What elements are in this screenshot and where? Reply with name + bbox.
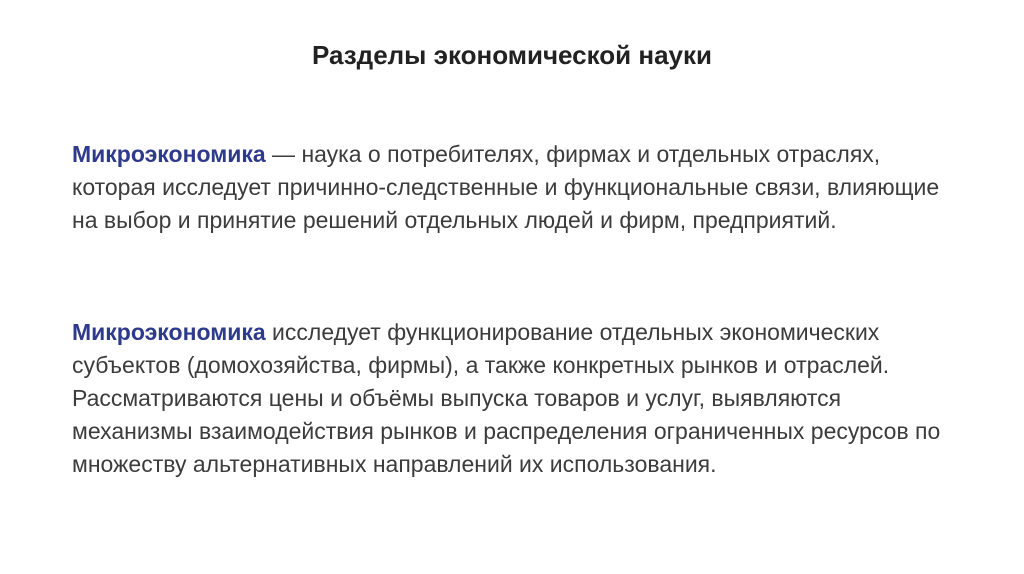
paragraph-scope xyxy=(72,316,942,481)
paragraph-text: исследует функционирование отдельных экономических субъектов (домохозяйства, фирмы), а также конкретных рынков и отраслей. Рассматриваются цены и объёмы выпуска товаров и услуг, выявляются механизмы взаимодействия рынков и распределения ограниченных ресурсов по множеству альтернативных направлений их использования. xyxy=(72,319,941,477)
paragraph-definition xyxy=(72,138,942,237)
slide-title: Разделы экономической науки xyxy=(311,40,713,70)
paragraph-term: Микроэкономика xyxy=(72,319,266,345)
paragraph-text: — наука о потребителях, фирмах и отдельных отраслях, которая исследует причинно-следственные и функциональные связи, влияющие на выбор и принятие решений отдельных людей и фирм, предприятий. xyxy=(72,141,940,233)
paragraph-term: Микроэкономика xyxy=(72,141,266,167)
